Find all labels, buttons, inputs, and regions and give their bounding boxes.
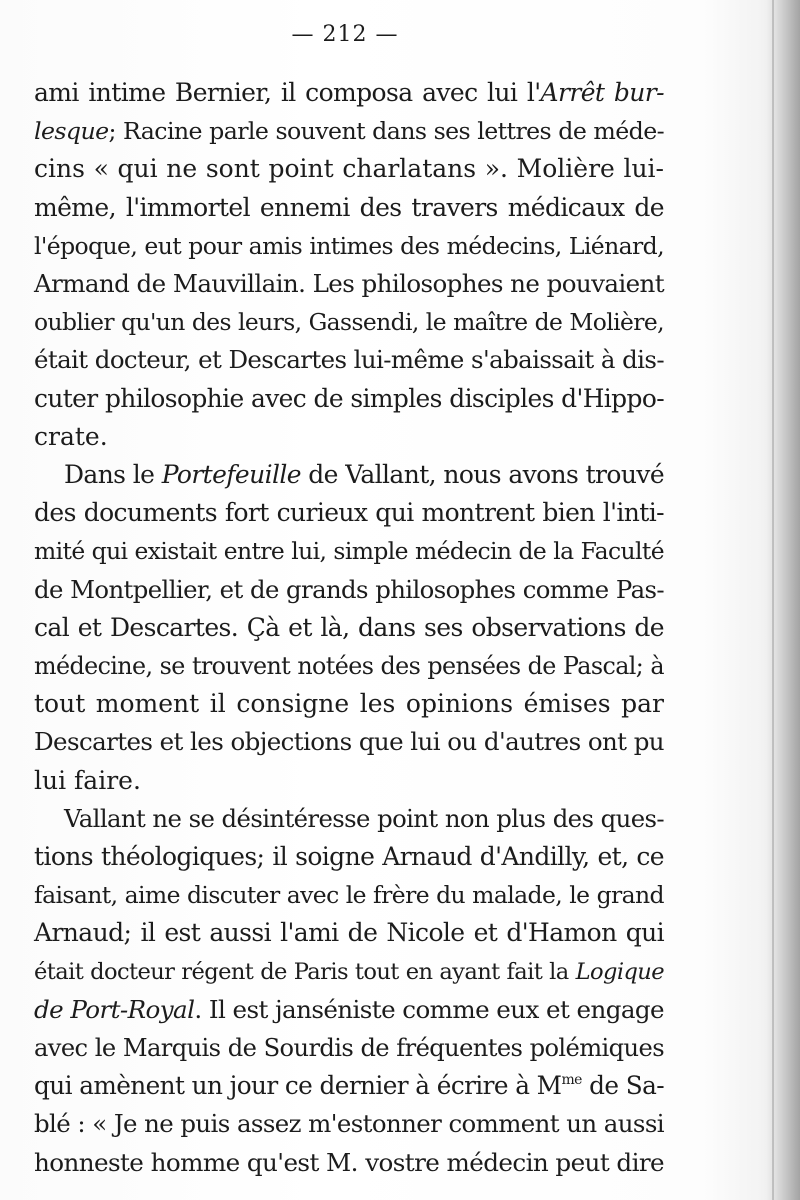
text-line: oublier qu'un des leurs, Gassendi, le maître de Molière,: [34, 308, 664, 337]
text-line: faisant, aime discuter avec le frère du malade, le grand: [34, 881, 664, 910]
text-line: qui amènent un jour ce dernier à écrire à $M^{me}$ de Sa-: [34, 1071, 664, 1101]
text-line: tions théologiques; il soigne Arnaud d'Andilly, et, ce: [34, 842, 664, 872]
text-line: Dans le Portefeuille de Vallant, nous avons trouvé: [64, 460, 664, 490]
text-line: était docteur régent de Paris tout en ayant fait la Logique: [34, 958, 664, 985]
text-line: cuter philosophie avec de simples disciples d'Hippo-: [34, 383, 664, 413]
text-line: médecine, se trouvent notées des pensées de Pascal; à: [34, 652, 664, 681]
text-line: Arnaud; il est aussi l'ami de Nicole et d'Hamon qui: [34, 918, 664, 948]
text-line: l'époque, eut pour amis intimes des médecins, Liénard,: [34, 231, 664, 260]
page-edge-line: [772, 0, 774, 1200]
text-line: avec le Marquis de Sourdis de fréquentes polémiques: [34, 1034, 664, 1063]
text-line: honneste homme qu'est M. vostre médecin peut dire: [34, 1147, 664, 1177]
body-text: [34, 74, 664, 1182]
text-line: Armand de Mauvillain. Les philosophes ne pouvaient: [34, 269, 664, 299]
text-line: Vallant ne se désintéresse point non plus des ques-: [64, 803, 664, 833]
text-line: mité qui existait entre lui, simple médecin de la Faculté: [34, 537, 664, 566]
text-line: tout moment il consigne les opinions émises par: [34, 689, 664, 719]
text-line: des documents fort curieux qui montrent bien l'inti-: [34, 498, 664, 528]
text-line: blé : « Je ne puis assez m'estonner comment un aussi: [34, 1109, 664, 1139]
text-line: même, l'immortel ennemi des travers médicaux de: [34, 192, 664, 222]
text-line: Descartes et les objections que lui ou d'autres ont pu: [34, 727, 664, 757]
text-line: cins « qui ne sont point charlatans ». Molière lui-: [34, 154, 664, 184]
text-line: était docteur, et Descartes lui-même s'abaissait à dis-: [34, 345, 664, 375]
text-line: lesque; Racine parle souvent dans ses lettres de méde-: [34, 117, 664, 146]
text-line: de Port-Royal. Il est janséniste comme eux et engage: [34, 994, 664, 1024]
text-line: ami intime Bernier, il composa avec lui l'Arrêt bur-: [34, 78, 664, 107]
text-line: de Montpellier, et de grands philosophes comme Pas-: [34, 574, 664, 604]
text-line: lui faire.: [34, 765, 141, 795]
page-number: — 212 —: [291, 22, 399, 47]
text-line: crate.: [34, 421, 108, 451]
text-line: cal et Descartes. Çà et là, dans ses observations de: [34, 612, 664, 642]
